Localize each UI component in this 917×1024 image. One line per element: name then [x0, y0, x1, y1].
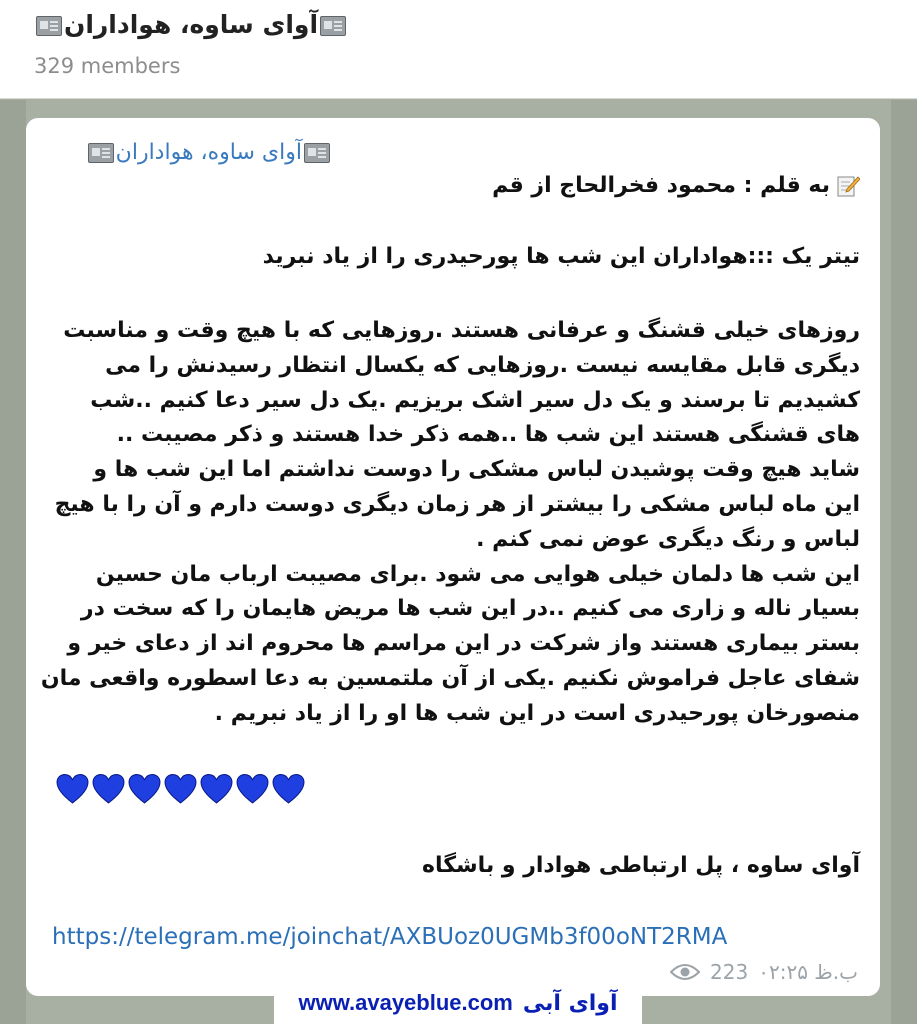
body-line: این ماه لباس مشکی را بیشتر از هر زمان دیگری دوست دارم و آن را با هیچ: [54, 491, 860, 517]
watermark: [274, 982, 642, 1024]
newspaper-icon: [304, 143, 330, 163]
chat-header[interactable]: [0, 0, 917, 99]
blue-heart-icon: [128, 773, 161, 806]
channel-title-text: آوای ساوه، هواداران: [64, 10, 319, 39]
view-count: 223: [710, 960, 749, 984]
blue-heart-icon: [236, 773, 269, 806]
forwarded-channel-name[interactable]: [86, 140, 332, 165]
blue-heart-icon: [164, 773, 197, 806]
message-time: ب.ظ ۰۲:۲۵: [758, 960, 858, 984]
watermark-site: www.avayeblue.com: [298, 990, 513, 1015]
blue-heart-icon: [200, 773, 233, 806]
body-line: های قشنگی هستند این شب ها ..همه ذکر خدا هستند و ذکر مصیبت ..: [116, 422, 860, 448]
join-link[interactable]: https://telegram.me/joinchat/AXBUoz0UGMb3f00oNT2RMA: [52, 924, 728, 950]
memo-pencil-icon: [836, 174, 860, 198]
forwarded-channel-text: آوای ساوه، هواداران: [115, 140, 302, 165]
body-line: روزهای خیلی قشنگ و عرفانی هستند .روزهایی که با هیچ وقت و مناسبت: [63, 318, 860, 343]
body-line: بستر بیماری هستند واز شرکت در این مراسم ها محروم اند از دعای خیر و: [67, 631, 860, 657]
eye-icon: [670, 962, 700, 982]
message-meta: [670, 960, 858, 984]
blue-heart-icon: [272, 773, 305, 806]
body-line: دیگری قابل مقایسه نیست .روزهایی که یکسال انتظار رسیدنش را می: [105, 352, 860, 378]
channel-title[interactable]: [34, 10, 348, 39]
body-line: لباس و رنگ دیگری عوض نمی کنم .: [476, 526, 860, 552]
body-line: منصورخان پورحیدری است در این شب ها او را از یاد نبریم .: [214, 700, 860, 726]
body-line: شاید هیچ وقت پوشیدن لباس مشکی را دوست نداشتم اما این شب ها و: [93, 457, 860, 483]
headline: تیتر یک :::هواداران این شب ها پورحیدری را از یاد نبرید: [262, 244, 860, 269]
newspaper-icon: [88, 143, 114, 163]
body-line: بسیار ناله و زاری می کنیم ..در این شب ها مریض هایمان را که سخت در: [80, 596, 860, 622]
watermark-name: آوای آبی: [522, 990, 618, 1016]
newspaper-icon: [320, 16, 346, 36]
newspaper-icon: [36, 16, 62, 36]
message-body: [42, 314, 860, 732]
body-line: کشیدیم تا برسند و یک دل سیر اشک بریزیم .یک دل سیر دعا کنیم ..شب: [90, 387, 860, 413]
chat-background: [891, 100, 917, 1024]
blue-hearts-row: [56, 773, 305, 813]
tagline: آوای ساوه ، پل ارتباطی هوادار و باشگاه: [422, 853, 860, 878]
message-bubble[interactable]: [26, 118, 880, 996]
author-text: به قلم : محمود فخرالحاج از قم: [492, 173, 830, 198]
blue-heart-icon: [56, 773, 89, 806]
body-line: این شب ها دلمان خیلی هوایی می شود .برای مصیبت ارباب مان حسین: [95, 561, 860, 587]
chat-background: [0, 100, 26, 1024]
blue-heart-icon: [92, 773, 125, 806]
member-count: 329 members: [34, 54, 181, 78]
author-line: [492, 173, 860, 198]
body-line: شفای عاجل فراموش نکنیم .یکی از آن ملتمسین به دعا اسطوره واقعی مان: [40, 665, 860, 691]
